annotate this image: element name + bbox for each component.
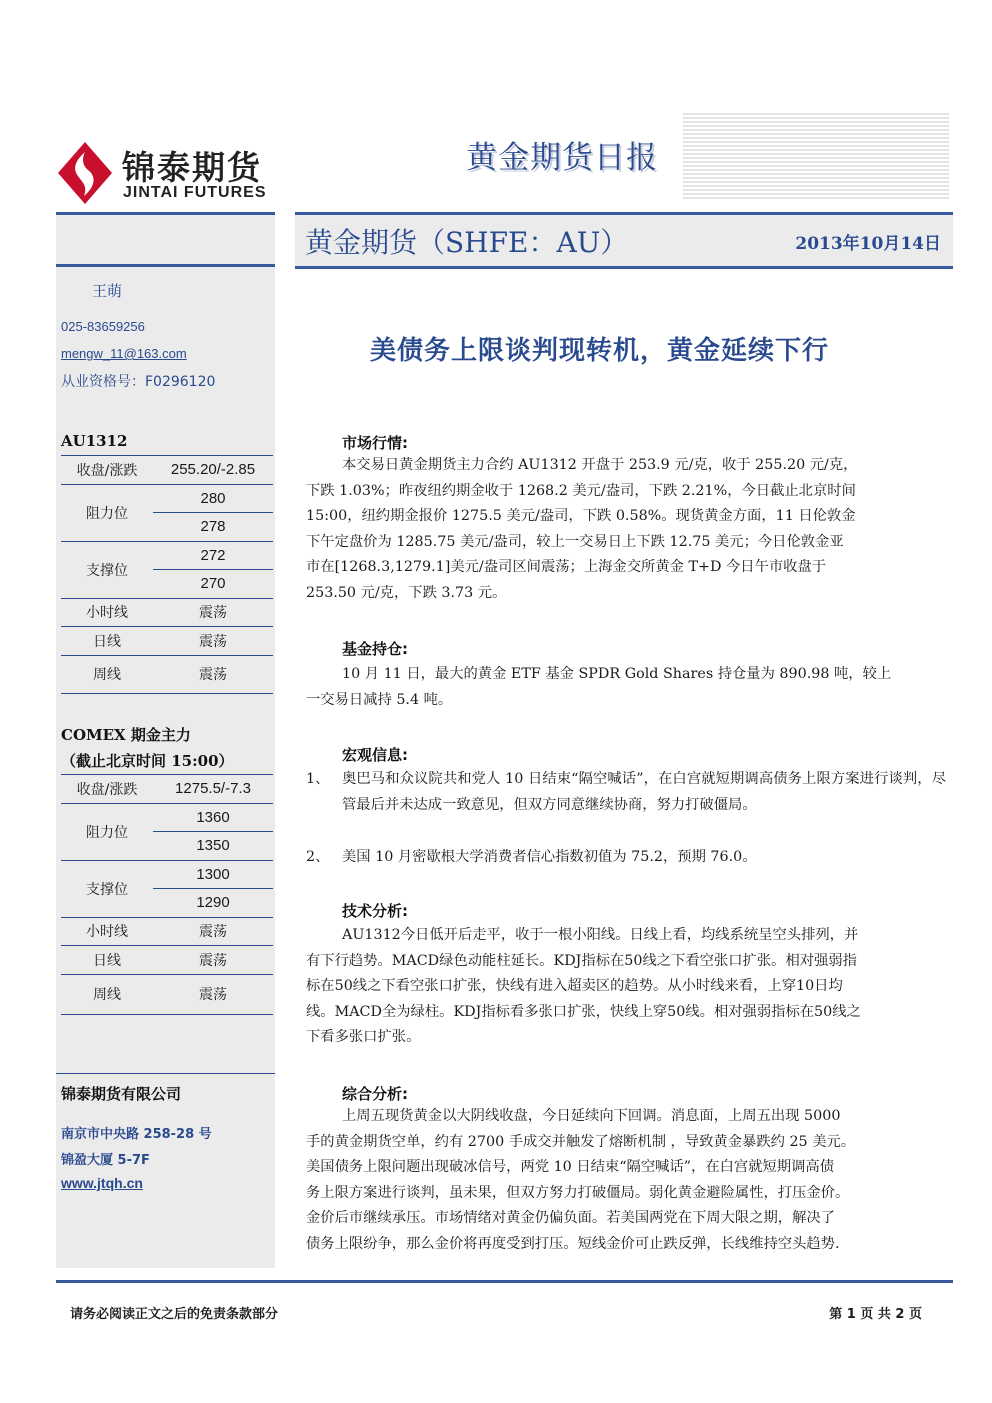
daily-value: 震荡 [153, 946, 273, 975]
support-1: 1300 [153, 860, 273, 889]
comex-section-subtitle: （截止北京时间 15:00） [61, 752, 234, 770]
list-item [306, 845, 946, 871]
report-date: 2013年10月14日 [795, 234, 941, 254]
company-logo [56, 140, 286, 206]
analyst-email-link[interactable]: mengw_11@163.com [61, 346, 187, 361]
article-headline: 美债务上限谈判现转机，黄金延续下行 [370, 336, 830, 366]
hourly-value: 震荡 [153, 598, 273, 627]
title-bar [295, 212, 953, 269]
fund-line: 一交易日减持 5.4 吨。 [306, 691, 453, 708]
logo-chinese-name: 锦泰期货 [122, 148, 262, 187]
tech-heading: 技术分析: [342, 902, 408, 920]
jintai-diamond-icon [56, 140, 114, 206]
summary-line: 债务上限纷争，那么金价将再度受到打压。短线金价可止跌反弹，长线维持空头趋势. [306, 1235, 840, 1252]
market-heading: 市场行情: [342, 434, 408, 452]
resistance-label: 阻力位 [61, 803, 153, 860]
support-2: 270 [153, 570, 273, 599]
summary-line: 美国债务上限问题出现破冰信号，两党 10 日结束“隔空喊话”，在白宫就短期调高债 [306, 1159, 834, 1176]
summary-heading: 综合分析: [342, 1085, 408, 1103]
market-line: 下跌 1.03%；昨夜纽约期金收于 1268.2 美元/盎司，下跌 2.21%，今日截止北京时间 [306, 482, 856, 499]
tech-line: 标在50线之下看空张口扩张，快线有进入超卖区的趋势。从小时线来看，上穿10日均 [306, 978, 843, 995]
support-2: 1290 [153, 889, 273, 918]
company-name: 锦泰期货有限公司 [61, 1085, 182, 1103]
table-row [61, 803, 273, 832]
fund-line: 10 月 11 日，最大的黄金 ETF 基金 SPDR Gold Shares 持仓量为 890.98 吨，较上 [342, 666, 892, 682]
weekly-label: 周线 [61, 974, 153, 1014]
support-1: 272 [153, 541, 273, 570]
market-paragraph [306, 453, 946, 607]
fund-paragraph [306, 662, 946, 713]
tech-paragraph [306, 923, 946, 1051]
header-decor-stripes [683, 113, 949, 201]
weekly-label: 周线 [61, 655, 153, 693]
daily-label: 日线 [61, 627, 153, 656]
macro-heading: 宏观信息: [342, 746, 408, 764]
table-row [61, 860, 273, 889]
au-section-title: AU1312 [61, 432, 128, 450]
list-item [306, 767, 946, 818]
company-website-link[interactable]: www.jtqh.cn [61, 1175, 143, 1191]
list-number: 1、 [306, 771, 330, 787]
weekly-value: 震荡 [153, 974, 273, 1014]
company-divider [56, 1073, 275, 1074]
comex-quote-table [61, 774, 273, 1015]
daily-value: 震荡 [153, 627, 273, 656]
company-address-2: 锦盈大厦 5-7F [61, 1153, 150, 1168]
weekly-value: 震荡 [153, 655, 273, 693]
summary-line: 上周五现货黄金以大阴线收盘，今日延续向下回调。消息面，上周五出现 5000 [342, 1108, 841, 1124]
tech-line: 有下行趋势。MACD绿色动能柱延长。KDJ指标在50线之下看空张口扩张。相对强弱指 [306, 952, 857, 969]
hourly-label: 小时线 [61, 917, 153, 946]
close-label: 收盘/涨跌 [61, 456, 153, 485]
table-row [61, 541, 273, 570]
resistance-2: 1350 [153, 832, 273, 861]
summary-line: 金价后市继续承压。市场情绪对黄金仍偏负面。若美国两党在下周大限之期，解决了 [306, 1210, 835, 1227]
list-text: 奥巴马和众议院共和党人 10 日结束“隔空喊话”，在白宫就短期调高债务上限方案进行谈判，尽管最后并未达成一致意见，但双方同意继续协商，努力打破僵局。 [342, 771, 946, 813]
hourly-value: 震荡 [153, 917, 273, 946]
market-line: 市在[1268.3,1279.1]美元/盎司区间震荡；上海金交所黄金 T+D 今日午市收盘于 [306, 559, 827, 576]
market-line: 15:00，纽约期金报价 1275.5 美元/盎司，下跌 0.58%。现货黄金方面，11 日伦敦金 [306, 508, 856, 525]
close-label: 收盘/涨跌 [61, 775, 153, 804]
support-label: 支撑位 [61, 860, 153, 917]
table-row [61, 627, 273, 656]
table-row [61, 598, 273, 627]
market-line: 下午定盘价为 1285.75 美元/盎司，较上一交易日上下跌 12.75 美元；今日伦敦金亚 [306, 533, 844, 550]
resistance-label: 阻力位 [61, 484, 153, 541]
disclaimer-note: 请务必阅读正文之后的免责条款部分 [70, 1307, 279, 1322]
close-value: 255.20/-2.85 [153, 456, 273, 485]
table-row [61, 655, 273, 693]
hourly-label: 小时线 [61, 598, 153, 627]
footer-divider [56, 1280, 953, 1283]
table-row [61, 917, 273, 946]
fund-heading: 基金持仓: [342, 640, 408, 658]
list-text: 美国 10 月密歇根大学消费者信心指数初值为 75.2，预期 76.0。 [342, 849, 757, 865]
summary-line: 务上限方案进行谈判，虽未果，但双方努力打破僵局。弱化黄金避险属性，打压金价。 [306, 1184, 850, 1201]
summary-line: 手的黄金期货空单，约有 2700 手成交并触发了熔断机制 ，导致黄金暴跌约 25 美元。 [306, 1133, 856, 1150]
table-row [61, 456, 273, 485]
list-number: 2、 [306, 849, 330, 865]
tech-line: 下看多张口扩张。 [306, 1029, 421, 1046]
support-label: 支撑位 [61, 541, 153, 598]
company-address-1: 南京市中央路 258-28 号 [61, 1127, 212, 1142]
table-row [61, 484, 273, 513]
resistance-2: 278 [153, 513, 273, 542]
comex-section-title: COMEX 期金主力 [61, 726, 191, 744]
sidebar-header-block [56, 215, 275, 267]
table-row [61, 974, 273, 1014]
page-number: 第 1 页 共 2 页 [829, 1307, 922, 1322]
market-line: 253.50 元/克，下跌 3.73 元。 [306, 584, 507, 601]
analyst-phone: 025-83659256 [61, 319, 145, 334]
product-title: 黄金期货（SHFE：AU） [305, 226, 629, 259]
resistance-1: 1360 [153, 803, 273, 832]
analyst-license: 从业资格号：F0296120 [61, 374, 216, 390]
summary-paragraph [306, 1104, 946, 1258]
report-title: 黄金期货日报 [466, 140, 658, 176]
tech-line: AU1312今日低开后走平，收于一根小阳线。日线上看，均线系统呈空头排列，并 [342, 927, 859, 943]
tech-line: 线。MACD全为绿柱。KDJ指标看多张口扩张，快线上穿50线。相对强弱指标在50线之 [306, 1003, 861, 1020]
daily-label: 日线 [61, 946, 153, 975]
resistance-1: 280 [153, 484, 273, 513]
table-row [61, 775, 273, 804]
close-value: 1275.5/-7.3 [153, 775, 273, 804]
table-row [61, 946, 273, 975]
analyst-name: 王萌 [92, 282, 123, 300]
market-line: 本交易日黄金期货主力合约 AU1312 开盘于 253.9 元/克，收于 255.20 元/克， [342, 457, 858, 473]
au-quote-table [61, 455, 273, 694]
logo-english-name: JINTAI FUTURES [123, 184, 267, 201]
